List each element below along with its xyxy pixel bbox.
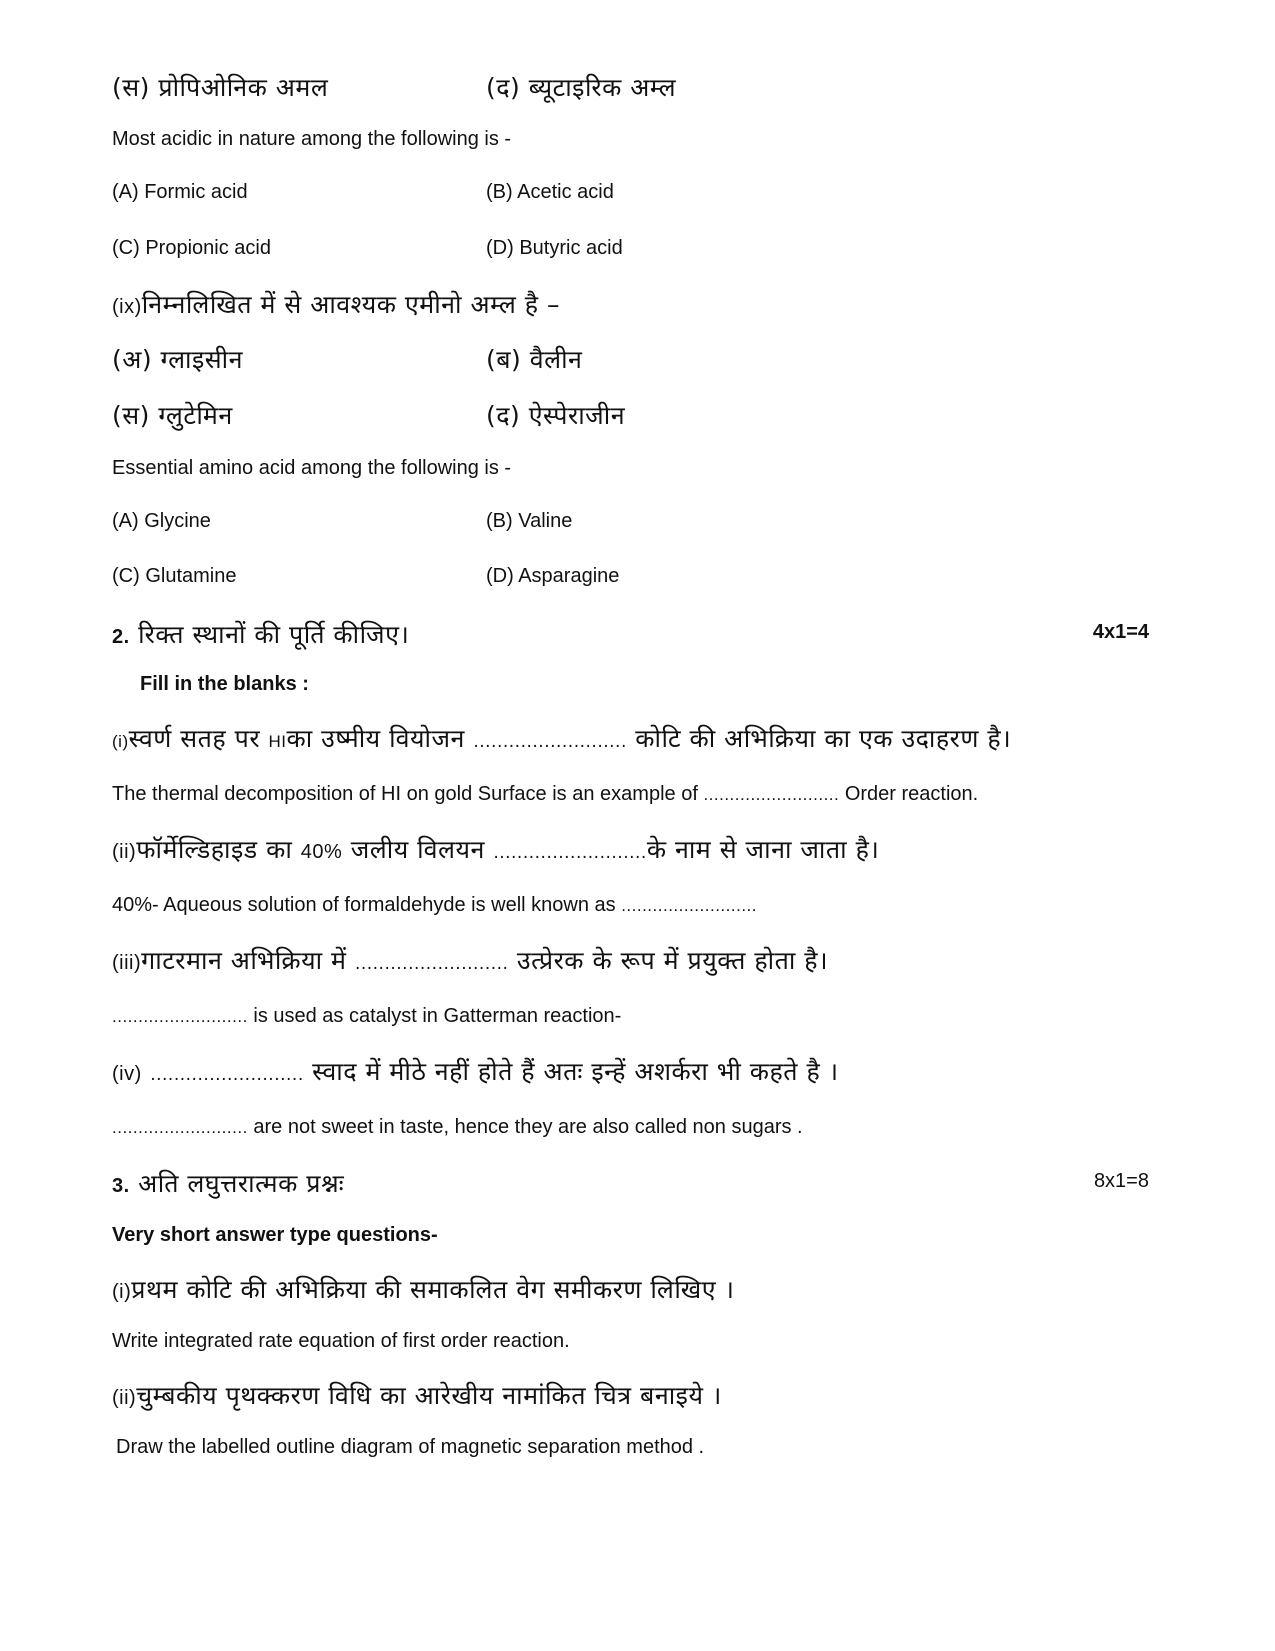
short-question-hindi xyxy=(112,1378,722,1412)
item-text: फॉर्मेल्डिहाइड का xyxy=(136,835,293,864)
section-title-hindi: रिक्त स्थानों की पूर्ति कीजिए। xyxy=(138,620,410,649)
blank-dots: .......................... xyxy=(112,1007,248,1026)
blank-item-english xyxy=(112,1116,803,1139)
section-title-english: Very short answer type questions- xyxy=(112,1224,438,1246)
question-text-english: Most acidic in nature among the following is - xyxy=(112,128,512,150)
item-text: स्वर्ण सतह पर xyxy=(128,724,261,753)
section-number: 2. xyxy=(112,626,130,648)
blank-item-english xyxy=(112,783,978,806)
item-text: चुम्बकीय पृथक्करण विधि का आरेखीय नामांकित चित्र बनाइये । xyxy=(136,1381,722,1410)
item-text: is used as catalyst in Gatterman reaction- xyxy=(253,1005,622,1027)
item-text: गाटरमान अभिक्रिया में xyxy=(141,946,347,975)
blank-dots: .......................... xyxy=(354,954,509,974)
short-question-english: Draw the labelled outline diagram of magnetic separation method . xyxy=(116,1436,705,1458)
item-text: HI xyxy=(268,732,287,751)
blank-item-hindi xyxy=(112,1054,839,1088)
item-text: प्रथम कोटि की अभिक्रिया की समाकलित वेग समीकरण लिखिए । xyxy=(131,1275,735,1304)
section-3-heading xyxy=(112,1166,344,1200)
option-d-english: (D) Butyric acid xyxy=(486,237,623,259)
item-text: स्वाद में मीठे नहीं होते हैं अतः इन्हें अशर्करा भी कहते है । xyxy=(312,1057,839,1086)
blank-item-hindi xyxy=(112,721,1011,755)
section-marks: 4x1=4 xyxy=(1092,621,1149,643)
item-text: का उष्मीय वियोजन xyxy=(286,724,465,753)
item-number: (iv) xyxy=(112,1063,142,1085)
blank-item-hindi xyxy=(112,832,879,866)
blank-item-english xyxy=(112,894,757,917)
blank-item-hindi xyxy=(112,943,828,977)
section-2-heading xyxy=(112,617,409,651)
item-number: (i) xyxy=(112,1281,132,1303)
short-question-english: Write integrated rate equation of first order reaction. xyxy=(112,1330,570,1352)
item-text: जलीय विलयन xyxy=(350,835,485,864)
blank-dots: .......................... xyxy=(473,732,627,752)
section-title-english: Fill in the blanks : xyxy=(140,673,309,695)
item-text: कोटि की अभिक्रिया का एक उदाहरण है। xyxy=(635,724,1012,753)
item-number: (ii) xyxy=(112,1387,137,1409)
option-b-english: (B) Acetic acid xyxy=(486,181,614,203)
question-number: (ix) xyxy=(112,296,142,318)
short-question-hindi xyxy=(112,1272,735,1306)
option-a-english: (A) Glycine xyxy=(112,510,211,532)
blank-dots: .......................... xyxy=(493,843,647,863)
item-text: Order reaction. xyxy=(844,783,979,805)
option-c-hindi: (स) ग्लुटेमिन xyxy=(112,401,233,430)
option-c-english: (C) Glutamine xyxy=(112,565,237,587)
option-d-hindi: (द) ऐस्पेराजीन xyxy=(486,401,626,430)
blank-dots: .......................... xyxy=(621,896,757,915)
question-text-english: Essential amino acid among the following is - xyxy=(112,457,512,479)
item-number: (i) xyxy=(112,732,129,751)
option-b-hindi: (ब) वैलीन xyxy=(486,345,583,374)
question-text-hindi: निम्नलिखित में से आवश्यक एमीनो अम्ल है – xyxy=(141,290,560,319)
option-d-hindi: (द) ब्यूटाइरिक अम्ल xyxy=(486,73,677,102)
section-marks: 8x1=8 xyxy=(1093,1170,1149,1192)
item-text: are not sweet in taste, hence they are also called non sugars . xyxy=(253,1116,803,1138)
item-number: (ii) xyxy=(112,841,137,863)
option-a-english: (A) Formic acid xyxy=(112,181,248,203)
question-ix-hindi xyxy=(112,287,560,321)
blank-dots: .......................... xyxy=(703,785,840,804)
blank-dots: .......................... xyxy=(150,1065,304,1085)
section-number: 3. xyxy=(112,1175,130,1197)
blank-item-english xyxy=(112,1005,621,1028)
option-a-hindi: (अ) ग्लाइसीन xyxy=(112,345,244,374)
item-number: (iii) xyxy=(112,952,142,974)
blank-dots: .......................... xyxy=(112,1118,248,1137)
option-b-english: (B) Valine xyxy=(486,510,573,532)
option-c-hindi: (स) प्रोपिओनिक अमल xyxy=(112,73,329,102)
item-text: 40% xyxy=(300,841,343,863)
option-d-english: (D) Asparagine xyxy=(486,565,620,587)
option-c-english: (C) Propionic acid xyxy=(112,237,271,259)
item-text: के नाम से जाना जाता है। xyxy=(646,835,880,864)
item-text: उत्प्रेरक के रूप में प्रयुक्त होता है। xyxy=(516,946,829,975)
item-text: 40%- Aqueous solution of formaldehyde is well known as xyxy=(112,894,616,916)
section-title-hindi: अति लघुत्तरात्मक प्रश्नः xyxy=(138,1169,345,1198)
item-text: The thermal decomposition of HI on gold Surface is an example of xyxy=(112,783,698,805)
